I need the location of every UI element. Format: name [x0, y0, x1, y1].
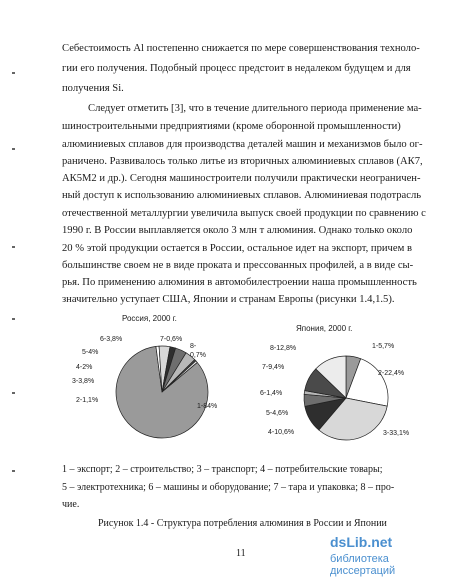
- scan-mark: [12, 148, 15, 150]
- pie-label: 2-1,1%: [76, 397, 99, 404]
- text-line: рья. По применению алюминия в автомобилестроении наша промышленность: [62, 277, 417, 288]
- legend-line: 5 – электротехника; 6 – машины и оборудование; 7 – тара и упаковка; 8 – про-: [62, 482, 395, 493]
- text-line: Следует отметить [3], что в течение длительного периода применение ма-: [88, 103, 422, 114]
- scan-mark: [12, 72, 15, 74]
- chart-title-russia: Россия, 2000 г.: [122, 314, 177, 323]
- pie-label: 5-4%: [82, 349, 99, 356]
- text-line: алюминиевых сплавов для производства деталей машин и механизмов было ог-: [62, 139, 423, 150]
- text-line: 20 % этой продукции остается в России, остальное идет на экспорт, причем в: [62, 243, 412, 254]
- pie-label: 6-1,4%: [260, 390, 283, 397]
- text-line: ный доступ к использованию алюминиевых сплавов. Алюминиевая подотрасль: [62, 190, 422, 201]
- text-line: раничено. Развивалось только литье из вторичных алюминиевых сплавов (АК7,: [62, 156, 423, 167]
- watermark-subtitle: библиотека диссертаций: [330, 553, 396, 577]
- page-number: 11: [236, 548, 246, 559]
- scan-mark: [12, 246, 15, 248]
- legend-line: 1 – экспорт; 2 – строительство; 3 – транспорт; 4 – потребительские товары;: [62, 464, 383, 475]
- legend-line: чие.: [62, 499, 80, 510]
- pie-label: 8-12,8%: [270, 345, 297, 352]
- scan-mark: [12, 318, 15, 320]
- pie-label: 5-4,6%: [266, 410, 289, 417]
- watermark-logo: dsLib.net: [330, 534, 393, 550]
- text-line: Себестоимость Al постепенно снижается по мере совершенствования техноло-: [62, 43, 420, 54]
- pie-label: 3-3,8%: [72, 378, 95, 385]
- pie-label: 4-2%: [76, 364, 93, 371]
- text-line: шиностроительными предприятиями (кроме оборонной промышленности): [62, 121, 401, 132]
- pie-label: 7-0,6%: [160, 336, 183, 343]
- text-line: 1990 г. В России выплавляется около 3 млн т алюминия. Однако только около: [62, 225, 413, 236]
- text-line: большинстве своем не в виде проката и прессованных профилей, а в виде сы-: [62, 260, 414, 271]
- pie-label: 8-0,7%: [190, 343, 206, 359]
- pie-label: 7-9,4%: [262, 364, 285, 371]
- pie-label: 6-3,8%: [100, 336, 123, 343]
- pie-chart-japan: [296, 350, 406, 460]
- text-line: отечественной металлургии увеличила выпуск своей продукции по сравнению с: [62, 208, 426, 219]
- pie-label: 1-84%: [197, 403, 218, 410]
- figure-caption: Рисунок 1.4 - Структура потребления алюминия в России и Японии: [98, 518, 387, 529]
- text-line: АК5М2 и др.). Сегодня машиностроители получили практически неограничен-: [62, 173, 421, 184]
- chart-title-japan: Япония, 2000 г.: [296, 324, 353, 333]
- pie-label: 4-10,6%: [268, 429, 295, 436]
- pie-label: 2-22,4%: [378, 370, 405, 377]
- pie-label: 1-5,7%: [372, 343, 395, 350]
- text-line: получения Si.: [62, 83, 124, 94]
- pie-label: 3-33,1%: [383, 430, 410, 437]
- scan-mark: [12, 470, 15, 472]
- text-line: гии его получения. Подобный процесс предстоит в недалеком будущем и для: [62, 63, 411, 74]
- text-line: значительно уступает США, Японии и странам Европы (рисунки 1.4,1.5).: [62, 294, 395, 305]
- scan-mark: [12, 392, 15, 394]
